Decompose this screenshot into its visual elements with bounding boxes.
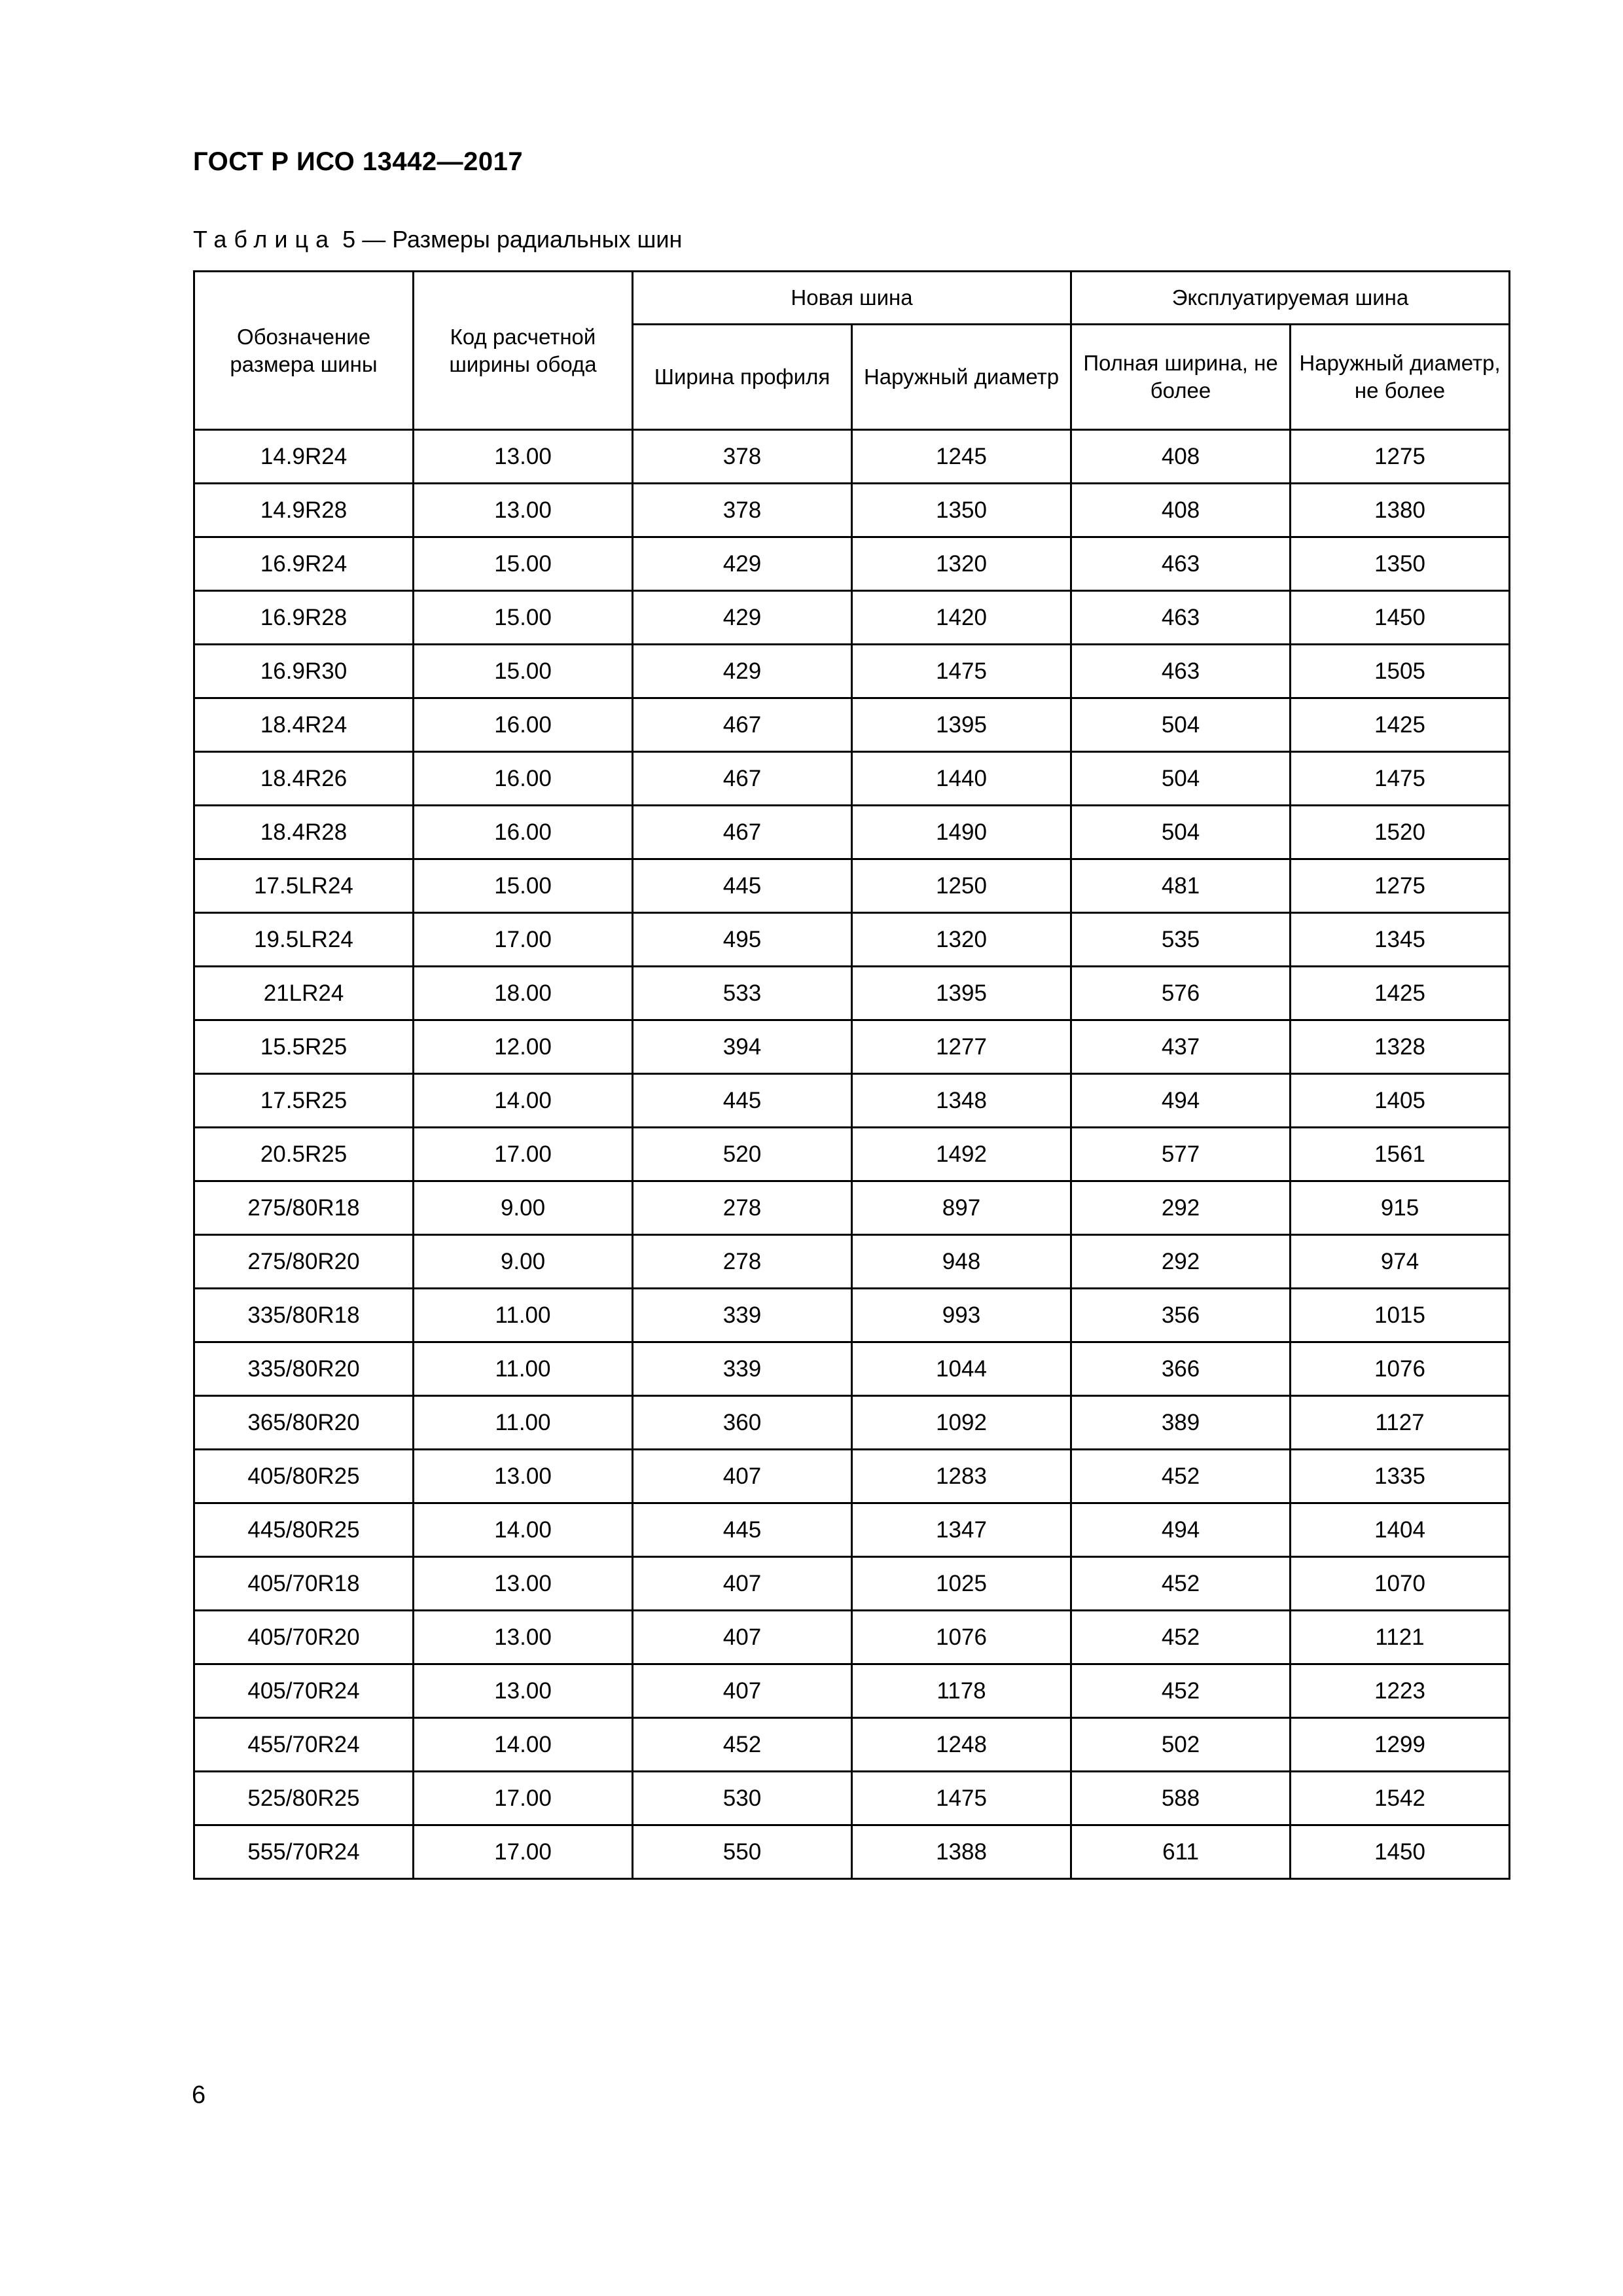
table-cell: 278 [633, 1235, 852, 1289]
table-cell: 1121 [1291, 1611, 1510, 1664]
table-cell: 378 [633, 484, 852, 537]
table-cell: 429 [633, 537, 852, 591]
table-cell: 19.5LR24 [194, 913, 414, 967]
table-cell: 1440 [852, 752, 1071, 806]
table-row [194, 1128, 1510, 1181]
table-cell: 993 [852, 1289, 1071, 1342]
table-cell: 356 [1071, 1289, 1291, 1342]
table-row [194, 1825, 1510, 1879]
table-row [194, 1181, 1510, 1235]
table-cell: 15.00 [414, 645, 633, 698]
table-cell: 445 [633, 1074, 852, 1128]
table-row [194, 1235, 1510, 1289]
header-group-new-tire: Новая шина [633, 272, 1071, 325]
table-cell: 588 [1071, 1772, 1291, 1825]
table-cell: 11.00 [414, 1342, 633, 1396]
table-cell: 17.00 [414, 1772, 633, 1825]
table-cell: 577 [1071, 1128, 1291, 1181]
table-cell: 467 [633, 752, 852, 806]
table-cell: 576 [1071, 967, 1291, 1020]
header-new-outer-diameter: Наружный диаметр [852, 325, 1071, 430]
table-cell: 1395 [852, 698, 1071, 752]
table-cell: 463 [1071, 537, 1291, 591]
table-row [194, 1718, 1510, 1772]
table-cell: 520 [633, 1128, 852, 1181]
table-cell: 11.00 [414, 1396, 633, 1450]
table-cell: 915 [1291, 1181, 1510, 1235]
table-cell: 13.00 [414, 1450, 633, 1503]
table-cell: 9.00 [414, 1235, 633, 1289]
table-cell: 530 [633, 1772, 852, 1825]
table-cell: 1044 [852, 1342, 1071, 1396]
document-code: ГОСТ Р ИСО 13442—2017 [193, 147, 524, 176]
table-cell: 1277 [852, 1020, 1071, 1074]
table-cell: 13.00 [414, 1664, 633, 1718]
table-cell: 1127 [1291, 1396, 1510, 1450]
table-cell: 335/80R20 [194, 1342, 414, 1396]
header-group-service-tire: Эксплуатируемая шина [1071, 272, 1510, 325]
table-cell: 1505 [1291, 645, 1510, 698]
table-row [194, 913, 1510, 967]
table-cell: 1425 [1291, 698, 1510, 752]
table-cell: 1076 [852, 1611, 1071, 1664]
header-service-overall-width: Полная ширина, не более [1071, 325, 1291, 430]
table-cell: 1335 [1291, 1450, 1510, 1503]
table-cell: 1520 [1291, 806, 1510, 859]
table-cell: 1245 [852, 430, 1071, 484]
caption-title: — Размеры радиальных шин [362, 226, 683, 253]
table-cell: 1420 [852, 591, 1071, 645]
table-cell: 452 [1071, 1611, 1291, 1664]
table-cell: 463 [1071, 591, 1291, 645]
table-cell: 1250 [852, 859, 1071, 913]
table-cell: 1405 [1291, 1074, 1510, 1128]
table-cell: 1275 [1291, 859, 1510, 913]
table-cell: 495 [633, 913, 852, 967]
table-cell: 948 [852, 1235, 1071, 1289]
table-cell: 16.9R24 [194, 537, 414, 591]
table-cell: 1561 [1291, 1128, 1510, 1181]
table-cell: 1450 [1291, 1825, 1510, 1879]
table-cell: 533 [633, 967, 852, 1020]
header-tire-size: Обозначение размера шины [194, 272, 414, 430]
table-cell: 1178 [852, 1664, 1071, 1718]
table-cell: 14.00 [414, 1074, 633, 1128]
table-body [194, 430, 1510, 1879]
table-cell: 17.5R25 [194, 1074, 414, 1128]
table-cell: 504 [1071, 806, 1291, 859]
table-cell: 14.00 [414, 1503, 633, 1557]
table-cell: 1388 [852, 1825, 1071, 1879]
table-cell: 18.4R26 [194, 752, 414, 806]
table-cell: 1015 [1291, 1289, 1510, 1342]
table-row [194, 1503, 1510, 1557]
table-cell: 1475 [852, 645, 1071, 698]
table-cell: 405/70R20 [194, 1611, 414, 1664]
table-cell: 17.00 [414, 1825, 633, 1879]
tire-dimensions-table [193, 270, 1510, 1880]
table-cell: 452 [1071, 1664, 1291, 1718]
caption-number: 5 [342, 226, 356, 253]
table-cell: 407 [633, 1611, 852, 1664]
table-cell: 1380 [1291, 484, 1510, 537]
header-service-outer-diameter: Наружный диаметр, не более [1291, 325, 1510, 430]
table-cell: 16.00 [414, 752, 633, 806]
table-cell: 408 [1071, 484, 1291, 537]
table-cell: 13.00 [414, 484, 633, 537]
table-cell: 335/80R18 [194, 1289, 414, 1342]
table-cell: 452 [633, 1718, 852, 1772]
table-cell: 17.00 [414, 913, 633, 967]
table-cell: 1025 [852, 1557, 1071, 1611]
header-row-groups [194, 272, 1510, 325]
table-cell: 429 [633, 645, 852, 698]
table-cell: 21LR24 [194, 967, 414, 1020]
table-cell: 445/80R25 [194, 1503, 414, 1557]
table-cell: 504 [1071, 698, 1291, 752]
table-cell: 14.9R24 [194, 430, 414, 484]
table-cell: 463 [1071, 645, 1291, 698]
table-cell: 467 [633, 698, 852, 752]
table-cell: 452 [1071, 1450, 1291, 1503]
table-cell: 339 [633, 1289, 852, 1342]
table-row [194, 1772, 1510, 1825]
table-cell: 429 [633, 591, 852, 645]
table-cell: 360 [633, 1396, 852, 1450]
table-cell: 525/80R25 [194, 1772, 414, 1825]
table-cell: 16.9R30 [194, 645, 414, 698]
table-cell: 11.00 [414, 1289, 633, 1342]
table-row [194, 1611, 1510, 1664]
table-cell: 18.4R28 [194, 806, 414, 859]
table-row [194, 806, 1510, 859]
table-cell: 455/70R24 [194, 1718, 414, 1772]
table-row [194, 1074, 1510, 1128]
table-cell: 389 [1071, 1396, 1291, 1450]
table-cell: 405/70R18 [194, 1557, 414, 1611]
table-row [194, 967, 1510, 1020]
table-cell: 17.5LR24 [194, 859, 414, 913]
table-cell: 12.00 [414, 1020, 633, 1074]
table-cell: 17.00 [414, 1128, 633, 1181]
table-row [194, 1557, 1510, 1611]
table-cell: 1283 [852, 1450, 1071, 1503]
table-cell: 1070 [1291, 1557, 1510, 1611]
table-cell: 1404 [1291, 1503, 1510, 1557]
table-cell: 14.9R28 [194, 484, 414, 537]
table-cell: 1328 [1291, 1020, 1510, 1074]
table-cell: 1350 [852, 484, 1071, 537]
header-rim-width-code: Код расчетной ширины обода [414, 272, 633, 430]
table-cell: 15.00 [414, 591, 633, 645]
table-cell: 18.4R24 [194, 698, 414, 752]
table-cell: 494 [1071, 1074, 1291, 1128]
table-cell: 445 [633, 859, 852, 913]
table-cell: 275/80R18 [194, 1181, 414, 1235]
table-cell: 1223 [1291, 1664, 1510, 1718]
table-row [194, 484, 1510, 537]
table-cell: 1492 [852, 1128, 1071, 1181]
table-cell: 897 [852, 1181, 1071, 1235]
caption-label: Таблица [193, 226, 336, 253]
table-cell: 481 [1071, 859, 1291, 913]
table-row [194, 1450, 1510, 1503]
table-cell: 550 [633, 1825, 852, 1879]
table-cell: 502 [1071, 1718, 1291, 1772]
table-cell: 18.00 [414, 967, 633, 1020]
table-cell: 1490 [852, 806, 1071, 859]
table-cell: 16.00 [414, 698, 633, 752]
table-cell: 1350 [1291, 537, 1510, 591]
table-row [194, 1342, 1510, 1396]
table-cell: 405/80R25 [194, 1450, 414, 1503]
table-cell: 292 [1071, 1235, 1291, 1289]
table-cell: 1475 [1291, 752, 1510, 806]
table-row [194, 537, 1510, 591]
table-cell: 13.00 [414, 1611, 633, 1664]
table-cell: 394 [633, 1020, 852, 1074]
table-cell: 1275 [1291, 430, 1510, 484]
table-cell: 1348 [852, 1074, 1071, 1128]
table-cell: 339 [633, 1342, 852, 1396]
header-new-section-width: Ширина профиля [633, 325, 852, 430]
table-cell: 278 [633, 1181, 852, 1235]
table-row [194, 1020, 1510, 1074]
table-cell: 13.00 [414, 430, 633, 484]
table-caption [193, 226, 682, 253]
table-cell: 1092 [852, 1396, 1071, 1450]
table-cell: 611 [1071, 1825, 1291, 1879]
table-row [194, 752, 1510, 806]
table-cell: 535 [1071, 913, 1291, 967]
table-cell: 378 [633, 430, 852, 484]
table-cell: 1320 [852, 537, 1071, 591]
table-row [194, 859, 1510, 913]
table-cell: 14.00 [414, 1718, 633, 1772]
table-cell: 452 [1071, 1557, 1291, 1611]
table-cell: 9.00 [414, 1181, 633, 1235]
table-cell: 16.00 [414, 806, 633, 859]
table-cell: 407 [633, 1450, 852, 1503]
table-cell: 365/80R20 [194, 1396, 414, 1450]
table-cell: 1347 [852, 1503, 1071, 1557]
table-cell: 16.9R28 [194, 591, 414, 645]
table-cell: 407 [633, 1664, 852, 1718]
table-row [194, 591, 1510, 645]
table-row [194, 430, 1510, 484]
table-cell: 407 [633, 1557, 852, 1611]
page-number: 6 [192, 2081, 206, 2109]
table-cell: 1425 [1291, 967, 1510, 1020]
table-row [194, 1289, 1510, 1342]
table-cell: 437 [1071, 1020, 1291, 1074]
table-cell: 1248 [852, 1718, 1071, 1772]
table-cell: 15.5R25 [194, 1020, 414, 1074]
table-cell: 974 [1291, 1235, 1510, 1289]
table-cell: 1299 [1291, 1718, 1510, 1772]
table-cell: 292 [1071, 1181, 1291, 1235]
table-cell: 275/80R20 [194, 1235, 414, 1289]
table-cell: 1475 [852, 1772, 1071, 1825]
table-cell: 1395 [852, 967, 1071, 1020]
table-cell: 467 [633, 806, 852, 859]
table-cell: 405/70R24 [194, 1664, 414, 1718]
table-cell: 1320 [852, 913, 1071, 967]
table-cell: 445 [633, 1503, 852, 1557]
table-row [194, 645, 1510, 698]
table-row [194, 1664, 1510, 1718]
table-cell: 1345 [1291, 913, 1510, 967]
table-cell: 408 [1071, 430, 1291, 484]
table-cell: 1450 [1291, 591, 1510, 645]
table-row [194, 698, 1510, 752]
table-cell: 504 [1071, 752, 1291, 806]
table-cell: 494 [1071, 1503, 1291, 1557]
table-cell: 1076 [1291, 1342, 1510, 1396]
table-cell: 15.00 [414, 537, 633, 591]
table-cell: 13.00 [414, 1557, 633, 1611]
table-cell: 20.5R25 [194, 1128, 414, 1181]
table-cell: 366 [1071, 1342, 1291, 1396]
table-cell: 555/70R24 [194, 1825, 414, 1879]
table-row [194, 1396, 1510, 1450]
table-cell: 1542 [1291, 1772, 1510, 1825]
table-cell: 15.00 [414, 859, 633, 913]
